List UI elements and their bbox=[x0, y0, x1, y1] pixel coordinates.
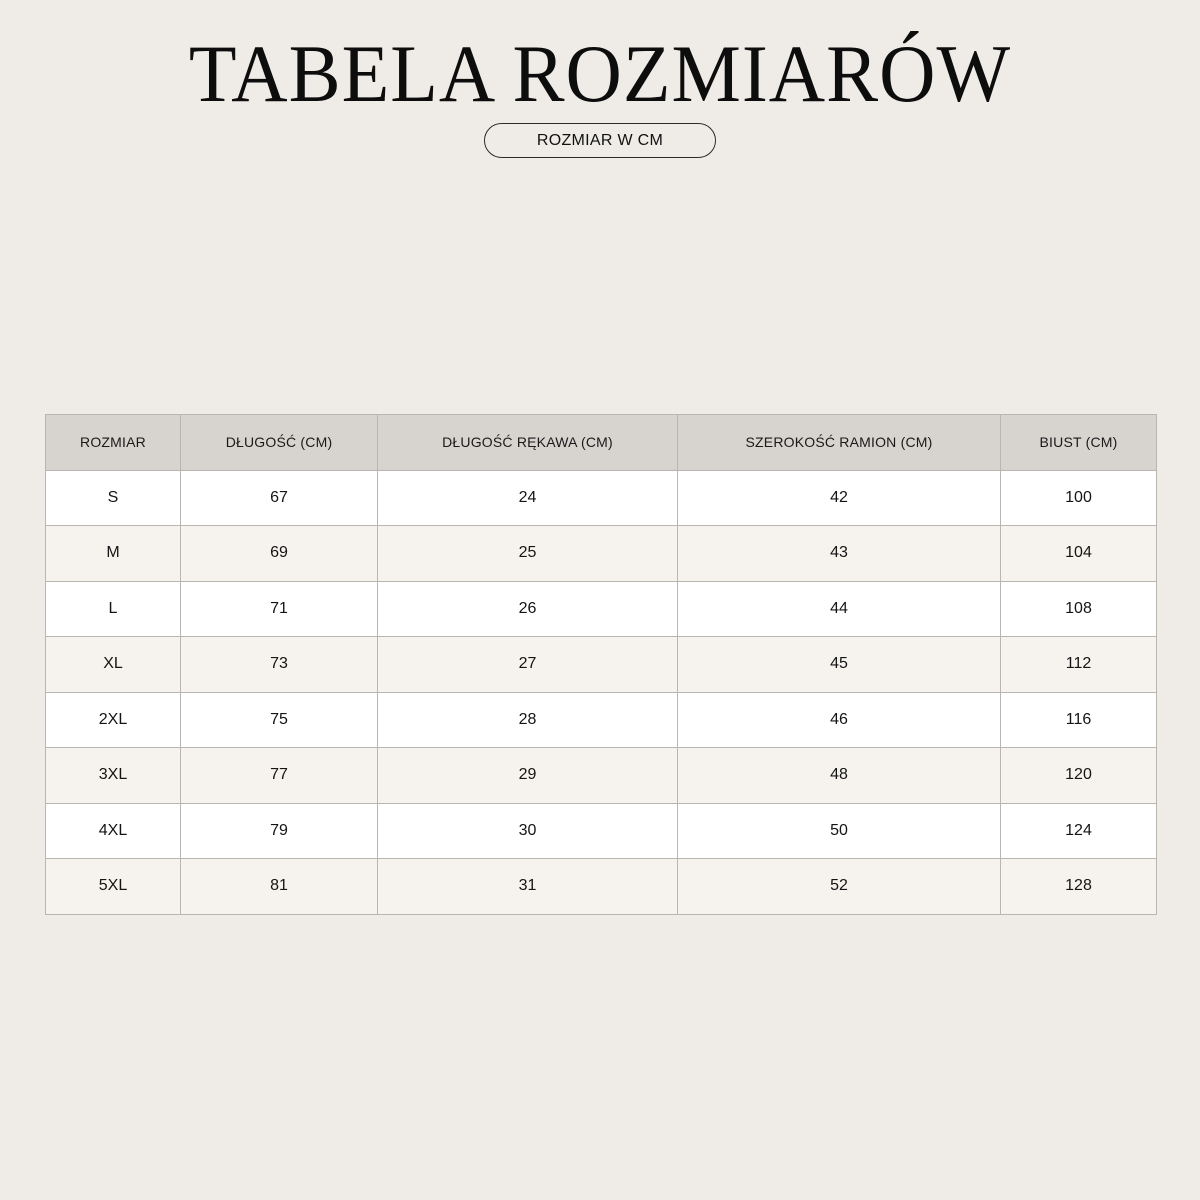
cell-length: 73 bbox=[181, 637, 378, 693]
cell-size: 3XL bbox=[46, 748, 181, 804]
cell-size: XL bbox=[46, 637, 181, 693]
table-row bbox=[46, 526, 1157, 582]
cell-sleeve-length: 24 bbox=[378, 470, 678, 526]
cell-bust: 100 bbox=[1001, 470, 1157, 526]
table-row bbox=[46, 859, 1157, 915]
unit-badge: ROZMIAR W CM bbox=[484, 123, 716, 158]
table-row bbox=[46, 803, 1157, 859]
cell-shoulder-width: 44 bbox=[678, 581, 1001, 637]
cell-length: 75 bbox=[181, 692, 378, 748]
column-header-shoulder-width: SZEROKOŚĆ RAMION (CM) bbox=[678, 415, 1001, 471]
column-header-sleeve-length: DŁUGOŚĆ RĘKAWA (CM) bbox=[378, 415, 678, 471]
size-chart-table bbox=[45, 414, 1157, 915]
column-header-bust: BIUST (CM) bbox=[1001, 415, 1157, 471]
cell-bust: 124 bbox=[1001, 803, 1157, 859]
cell-shoulder-width: 50 bbox=[678, 803, 1001, 859]
cell-bust: 104 bbox=[1001, 526, 1157, 582]
cell-length: 77 bbox=[181, 748, 378, 804]
cell-size: S bbox=[46, 470, 181, 526]
cell-sleeve-length: 27 bbox=[378, 637, 678, 693]
cell-length: 79 bbox=[181, 803, 378, 859]
cell-sleeve-length: 29 bbox=[378, 748, 678, 804]
cell-size: 2XL bbox=[46, 692, 181, 748]
cell-shoulder-width: 42 bbox=[678, 470, 1001, 526]
cell-bust: 112 bbox=[1001, 637, 1157, 693]
cell-shoulder-width: 46 bbox=[678, 692, 1001, 748]
cell-sleeve-length: 28 bbox=[378, 692, 678, 748]
cell-bust: 128 bbox=[1001, 859, 1157, 915]
cell-sleeve-length: 26 bbox=[378, 581, 678, 637]
cell-size: M bbox=[46, 526, 181, 582]
page-title: TABELA ROZMIARÓW bbox=[188, 28, 1012, 119]
cell-size: 5XL bbox=[46, 859, 181, 915]
cell-shoulder-width: 45 bbox=[678, 637, 1001, 693]
table-row bbox=[46, 470, 1157, 526]
cell-shoulder-width: 52 bbox=[678, 859, 1001, 915]
cell-length: 69 bbox=[181, 526, 378, 582]
column-header-size: ROZMIAR bbox=[46, 415, 181, 471]
table-row bbox=[46, 748, 1157, 804]
table-header-row bbox=[46, 415, 1157, 471]
cell-shoulder-width: 48 bbox=[678, 748, 1001, 804]
cell-bust: 108 bbox=[1001, 581, 1157, 637]
column-header-length: DŁUGOŚĆ (CM) bbox=[181, 415, 378, 471]
cell-length: 81 bbox=[181, 859, 378, 915]
table-row bbox=[46, 581, 1157, 637]
cell-size: 4XL bbox=[46, 803, 181, 859]
cell-bust: 120 bbox=[1001, 748, 1157, 804]
cell-length: 71 bbox=[181, 581, 378, 637]
cell-sleeve-length: 30 bbox=[378, 803, 678, 859]
cell-shoulder-width: 43 bbox=[678, 526, 1001, 582]
table-row bbox=[46, 692, 1157, 748]
cell-length: 67 bbox=[181, 470, 378, 526]
cell-sleeve-length: 25 bbox=[378, 526, 678, 582]
cell-sleeve-length: 31 bbox=[378, 859, 678, 915]
cell-bust: 116 bbox=[1001, 692, 1157, 748]
table-row bbox=[46, 637, 1157, 693]
cell-size: L bbox=[46, 581, 181, 637]
